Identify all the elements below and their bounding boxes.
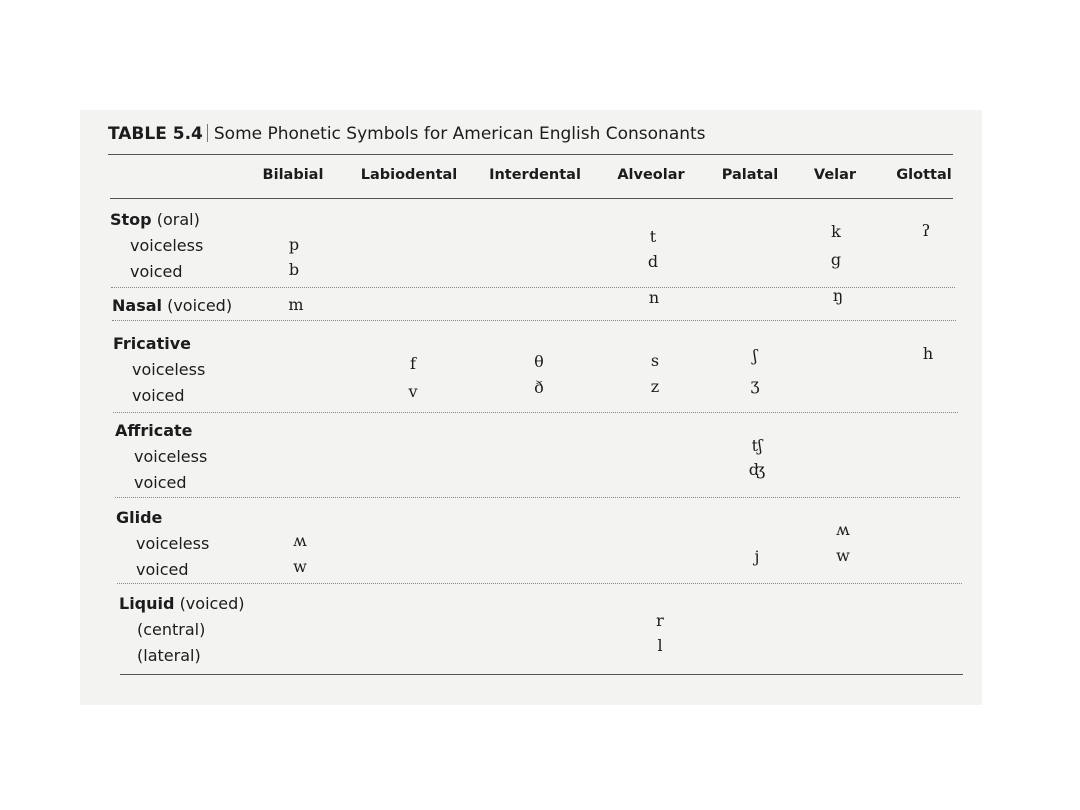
sublabel-voiceless: voiceless [130, 236, 204, 255]
symbol-cell: ð [534, 378, 544, 397]
column-header: Palatal [721, 167, 779, 183]
sublabel-voiceless: voiceless [134, 447, 208, 466]
sublabel-lateral: (lateral) [137, 646, 201, 665]
symbol-cell: f [410, 354, 416, 373]
row-label-fricative [113, 334, 191, 353]
row-note: (voiced) [167, 296, 233, 315]
rule-nasal [112, 320, 956, 321]
rule-glide [117, 583, 962, 584]
row-head: Liquid [119, 594, 175, 613]
sublabel-central: (central) [137, 620, 206, 639]
column-header: Velar [813, 167, 857, 183]
symbol-cell: t [649, 227, 657, 246]
sublabel-voiceless: voiceless [136, 534, 210, 553]
row-head: Stop [110, 210, 152, 229]
table-title [108, 124, 706, 144]
title-separator [207, 124, 208, 142]
rule-fricative [113, 412, 958, 413]
sublabel-voiceless: voiceless [132, 360, 206, 379]
sublabel-voiced: voiced [136, 560, 189, 579]
symbol-cell: ʔ [921, 221, 931, 240]
symbol-cell: ʤ [748, 460, 766, 479]
row-head: Fricative [113, 334, 191, 353]
rule-top [108, 154, 953, 155]
sublabel-voiced: voiced [130, 262, 183, 281]
book-page [80, 110, 982, 705]
rule-stop [111, 287, 955, 288]
row-head: Nasal [112, 296, 162, 315]
symbol-cell: v [408, 382, 418, 401]
sublabel-voiced: voiced [132, 386, 185, 405]
rule-affricate [115, 497, 960, 498]
symbol-cell: ʍ [836, 520, 850, 539]
row-head: Affricate [115, 421, 193, 440]
row-label-stop [110, 210, 200, 229]
symbol-cell: z [650, 377, 660, 396]
column-header: Glottal [896, 167, 952, 183]
symbol-cell: ʒ [750, 375, 760, 394]
symbol-cell: r [656, 611, 664, 630]
symbol-cell: w [293, 557, 307, 576]
symbol-cell: θ [534, 352, 544, 371]
column-header: Bilabial [262, 167, 324, 183]
symbol-cell: j [754, 547, 760, 566]
symbol-cell: l [657, 636, 663, 655]
symbol-cell: d [647, 252, 659, 271]
rule-bottom [120, 674, 963, 675]
row-label-glide [116, 508, 162, 527]
row-note: (oral) [156, 210, 200, 229]
symbol-cell: tʃ [751, 436, 763, 455]
column-header: Interdental [489, 167, 581, 183]
symbol-cell: ʃ [752, 346, 758, 365]
table-number: TABLE 5.4 [108, 124, 203, 144]
symbol-cell: ʍ [293, 531, 307, 550]
table-caption: Some Phonetic Symbols for American English Consonants [213, 124, 706, 144]
column-header: Alveolar [617, 167, 685, 183]
column-header: Labiodental [360, 167, 458, 183]
symbol-cell: p [288, 235, 300, 254]
symbol-cell: m [288, 295, 304, 314]
row-label-nasal [112, 296, 232, 315]
row-label-liquid [119, 594, 245, 613]
symbol-cell: ŋ [832, 286, 844, 305]
symbol-cell: b [288, 260, 300, 279]
symbol-cell: w [836, 546, 850, 565]
row-note: (voiced) [179, 594, 245, 613]
symbol-cell: k [831, 222, 841, 241]
row-head: Glide [116, 508, 163, 527]
symbol-cell: h [922, 344, 934, 363]
symbol-cell: g [830, 250, 842, 269]
sublabel-voiced: voiced [134, 473, 187, 492]
row-label-affricate [115, 421, 193, 440]
symbol-cell: s [650, 351, 660, 370]
symbol-cell: n [648, 288, 660, 307]
rule-header [110, 198, 953, 199]
